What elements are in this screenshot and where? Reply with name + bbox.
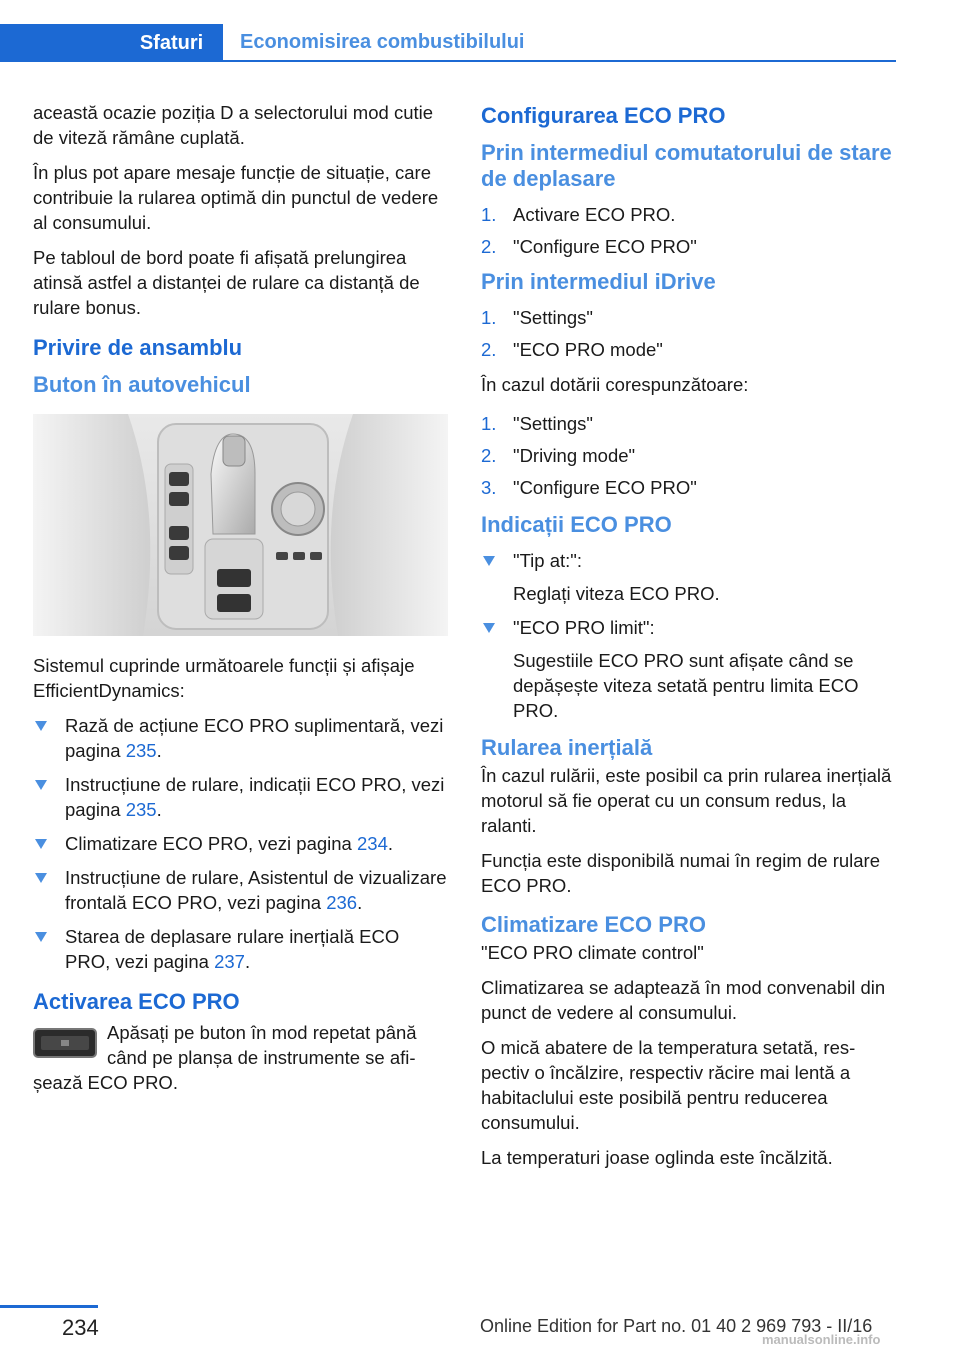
hints-list bbox=[481, 548, 896, 723]
triangle-bullet-icon bbox=[483, 556, 495, 566]
page-link[interactable]: 236 bbox=[326, 892, 358, 913]
heading-eco-hints: Indicații ECO PRO bbox=[481, 512, 672, 537]
triangle-bullet-icon bbox=[35, 780, 47, 790]
paragraph: O mică abatere de la temperatura setată, respectiv o încălzire, respectiv răcire mai lentă a habitaclului este posibilă pentru reducerea consumului. bbox=[481, 1037, 856, 1133]
right-column bbox=[481, 100, 896, 1180]
equipment-steps bbox=[481, 411, 896, 500]
header-accent-bar bbox=[0, 24, 120, 62]
heading-climate: Climatizare ECO PRO bbox=[481, 912, 706, 937]
paragraph: Climatizarea se adaptează în mod convenabil din punct de vedere al consumului. bbox=[481, 977, 886, 1023]
paragraph: La temperaturi joase oglinda este încălzită. bbox=[481, 1147, 833, 1168]
triangle-bullet-icon bbox=[35, 839, 47, 849]
page-link[interactable]: 235 bbox=[125, 740, 157, 761]
list-item: Instrucțiune de rulare, Asistentul de vizualizare frontală ECO PRO, vezi pagina 236. bbox=[33, 865, 448, 915]
list-item: Climatizare ECO PRO, vezi pagina 234. bbox=[33, 831, 448, 856]
footer-rule bbox=[0, 1305, 98, 1308]
triangle-bullet-icon bbox=[35, 932, 47, 942]
heading-via-switch: Prin intermediul comutatorului de stare de deplasare bbox=[481, 140, 892, 191]
page-link[interactable]: 237 bbox=[214, 951, 245, 972]
heading-configure: Configurarea ECO PRO bbox=[481, 103, 726, 128]
list-item: 1. "Settings" bbox=[481, 413, 593, 434]
header-chapter-tab[interactable]: Sfaturi bbox=[120, 24, 223, 62]
list-item: "ECO PRO limit": Sugestiile ECO PRO sunt afișate când se depășește viteza setată pentru limita ECO PRO. bbox=[481, 615, 896, 723]
center-console-image bbox=[33, 414, 448, 636]
header-underline bbox=[223, 60, 896, 62]
paragraph: Apăsați pe buton în mod repetat până când pe planșa de instrumente se afișează ECO PRO. bbox=[33, 1022, 417, 1093]
edition-note: Online Edition for Part no. 01 40 2 969 793 - II/16 bbox=[480, 1316, 873, 1336]
list-item: Rază de acțiune ECO PRO suplimentară, vezi pagina 235. bbox=[33, 713, 448, 763]
left-column bbox=[33, 100, 448, 1105]
page-link[interactable]: 235 bbox=[125, 799, 157, 820]
heading-coasting: Rularea inerțială bbox=[481, 735, 653, 760]
paragraph: această ocazie poziția D a selectorului mod cutie de viteză rămâne cuplată. bbox=[33, 102, 434, 148]
paragraph: "ECO PRO climate control" bbox=[481, 942, 704, 963]
list-item: Starea de deplasare rulare inerțială ECO PRO, vezi pagina 237. bbox=[33, 924, 448, 974]
heading-via-idrive: Prin intermediul iDrive bbox=[481, 269, 716, 294]
triangle-bullet-icon bbox=[35, 721, 47, 731]
header-section-title[interactable]: Economisirea combustibilului bbox=[223, 24, 896, 62]
activate-block bbox=[33, 1020, 448, 1095]
paragraph: Funcția este disponibilă numai în regim de rulare ECO PRO. bbox=[481, 850, 880, 896]
list-item: Instrucțiune de rulare, indicații ECO PRO, vezi pagina 235. bbox=[33, 772, 448, 822]
paragraph: Sistemul cuprinde următoarele funcții și afișaje EfficientDynamics: bbox=[33, 655, 415, 701]
paragraph: În plus pot apare mesaje funcție de situație, care contribuie la rularea optimă din punctul de vedere al consumului. bbox=[33, 162, 439, 233]
paragraph: În cazul rulării, este posibil ca prin rularea inerțială motorul să fie operat cu un consum redus, la ralanti. bbox=[481, 765, 892, 836]
paragraph: Pe tabloul de bord poate fi afișată prelungirea atinsă astfel a distanței de rulare ca distanță de rulare bonus. bbox=[33, 247, 420, 318]
watermark: manualsonline.info bbox=[762, 1332, 881, 1347]
list-item: "Tip at:": Reglați viteza ECO PRO. bbox=[481, 548, 896, 606]
list-item: 3. "Configure ECO PRO" bbox=[481, 477, 697, 498]
feature-list bbox=[33, 713, 448, 974]
page-number: 234 bbox=[62, 1315, 99, 1340]
page-header bbox=[0, 0, 896, 62]
switch-steps bbox=[481, 202, 896, 259]
list-item: 2. "ECO PRO mode" bbox=[481, 339, 663, 360]
triangle-bullet-icon bbox=[483, 623, 495, 633]
heading-activate: Activarea ECO PRO bbox=[33, 989, 240, 1014]
paragraph: În cazul dotării corespunzătoare: bbox=[481, 374, 749, 395]
triangle-bullet-icon bbox=[35, 873, 47, 883]
eco-pro-button-icon bbox=[33, 1028, 97, 1058]
heading-overview: Privire de ansamblu bbox=[33, 335, 243, 360]
list-item: 1. "Settings" bbox=[481, 307, 593, 328]
list-item: 2. "Driving mode" bbox=[481, 445, 636, 466]
list-item: 2. "Configure ECO PRO" bbox=[481, 236, 697, 257]
heading-button-in-vehicle: Buton în autovehicul bbox=[33, 372, 251, 397]
idrive-steps bbox=[481, 305, 896, 362]
page-link[interactable]: 234 bbox=[357, 833, 388, 854]
list-item: 1. Activare ECO PRO. bbox=[481, 204, 676, 225]
